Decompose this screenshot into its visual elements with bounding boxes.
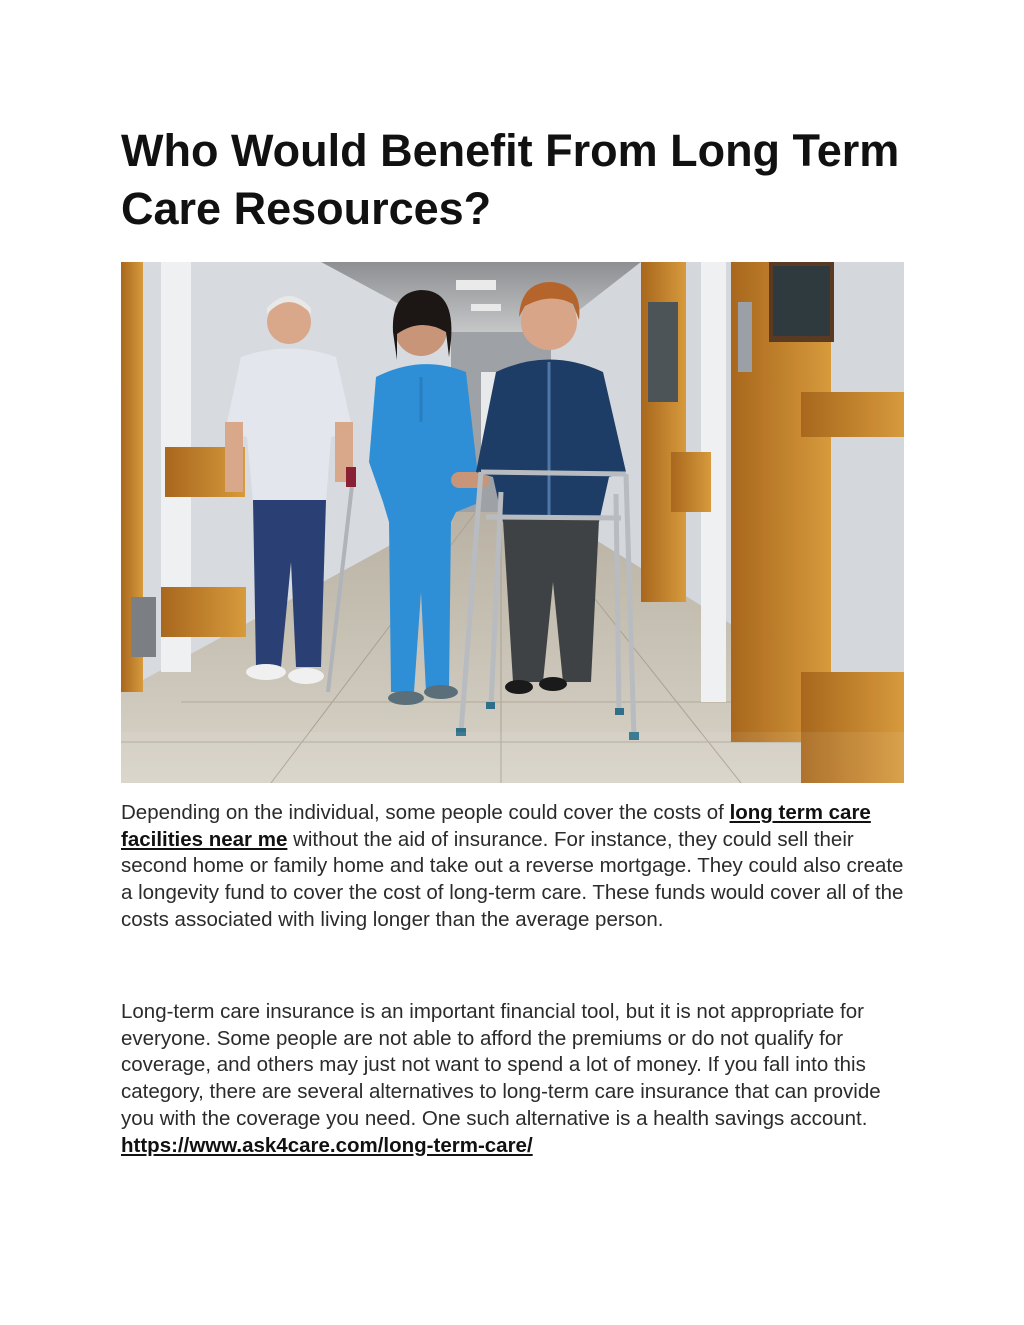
- hero-image: [121, 262, 904, 783]
- long-term-care-facilities-link[interactable]: long term care facilities near me: [121, 801, 871, 851]
- paragraph-text: Long-term care insurance is an important financial tool, but it is not appropriate for everyone. Some people are not able to afford the premiums or do not qualify for coverage, and others may just not want to spend a lot of money. If you fall into this category, there are several alternatives to long-term care insurance that can provide you with the coverage you need. One such alternative is a health savings account.: [121, 1000, 881, 1130]
- page-title: Who Would Benefit From Long Term Care Resources?: [121, 125, 900, 234]
- paragraph-text: Depending on the individual, some people could cover the costs of: [121, 801, 730, 824]
- paragraph-text: without the aid of insurance. For instance, they could sell their second home or family home and take out a reverse mortgage. They could also create a longevity fund to cover the cost of long-term care. These funds would cover all of the costs associated with living longer than the average person.: [121, 827, 904, 931]
- ask4care-url-link[interactable]: https://www.ask4care.com/long-term-care/: [121, 1133, 533, 1157]
- alternatives-paragraph: [121, 999, 911, 1159]
- intro-paragraph: [121, 800, 911, 934]
